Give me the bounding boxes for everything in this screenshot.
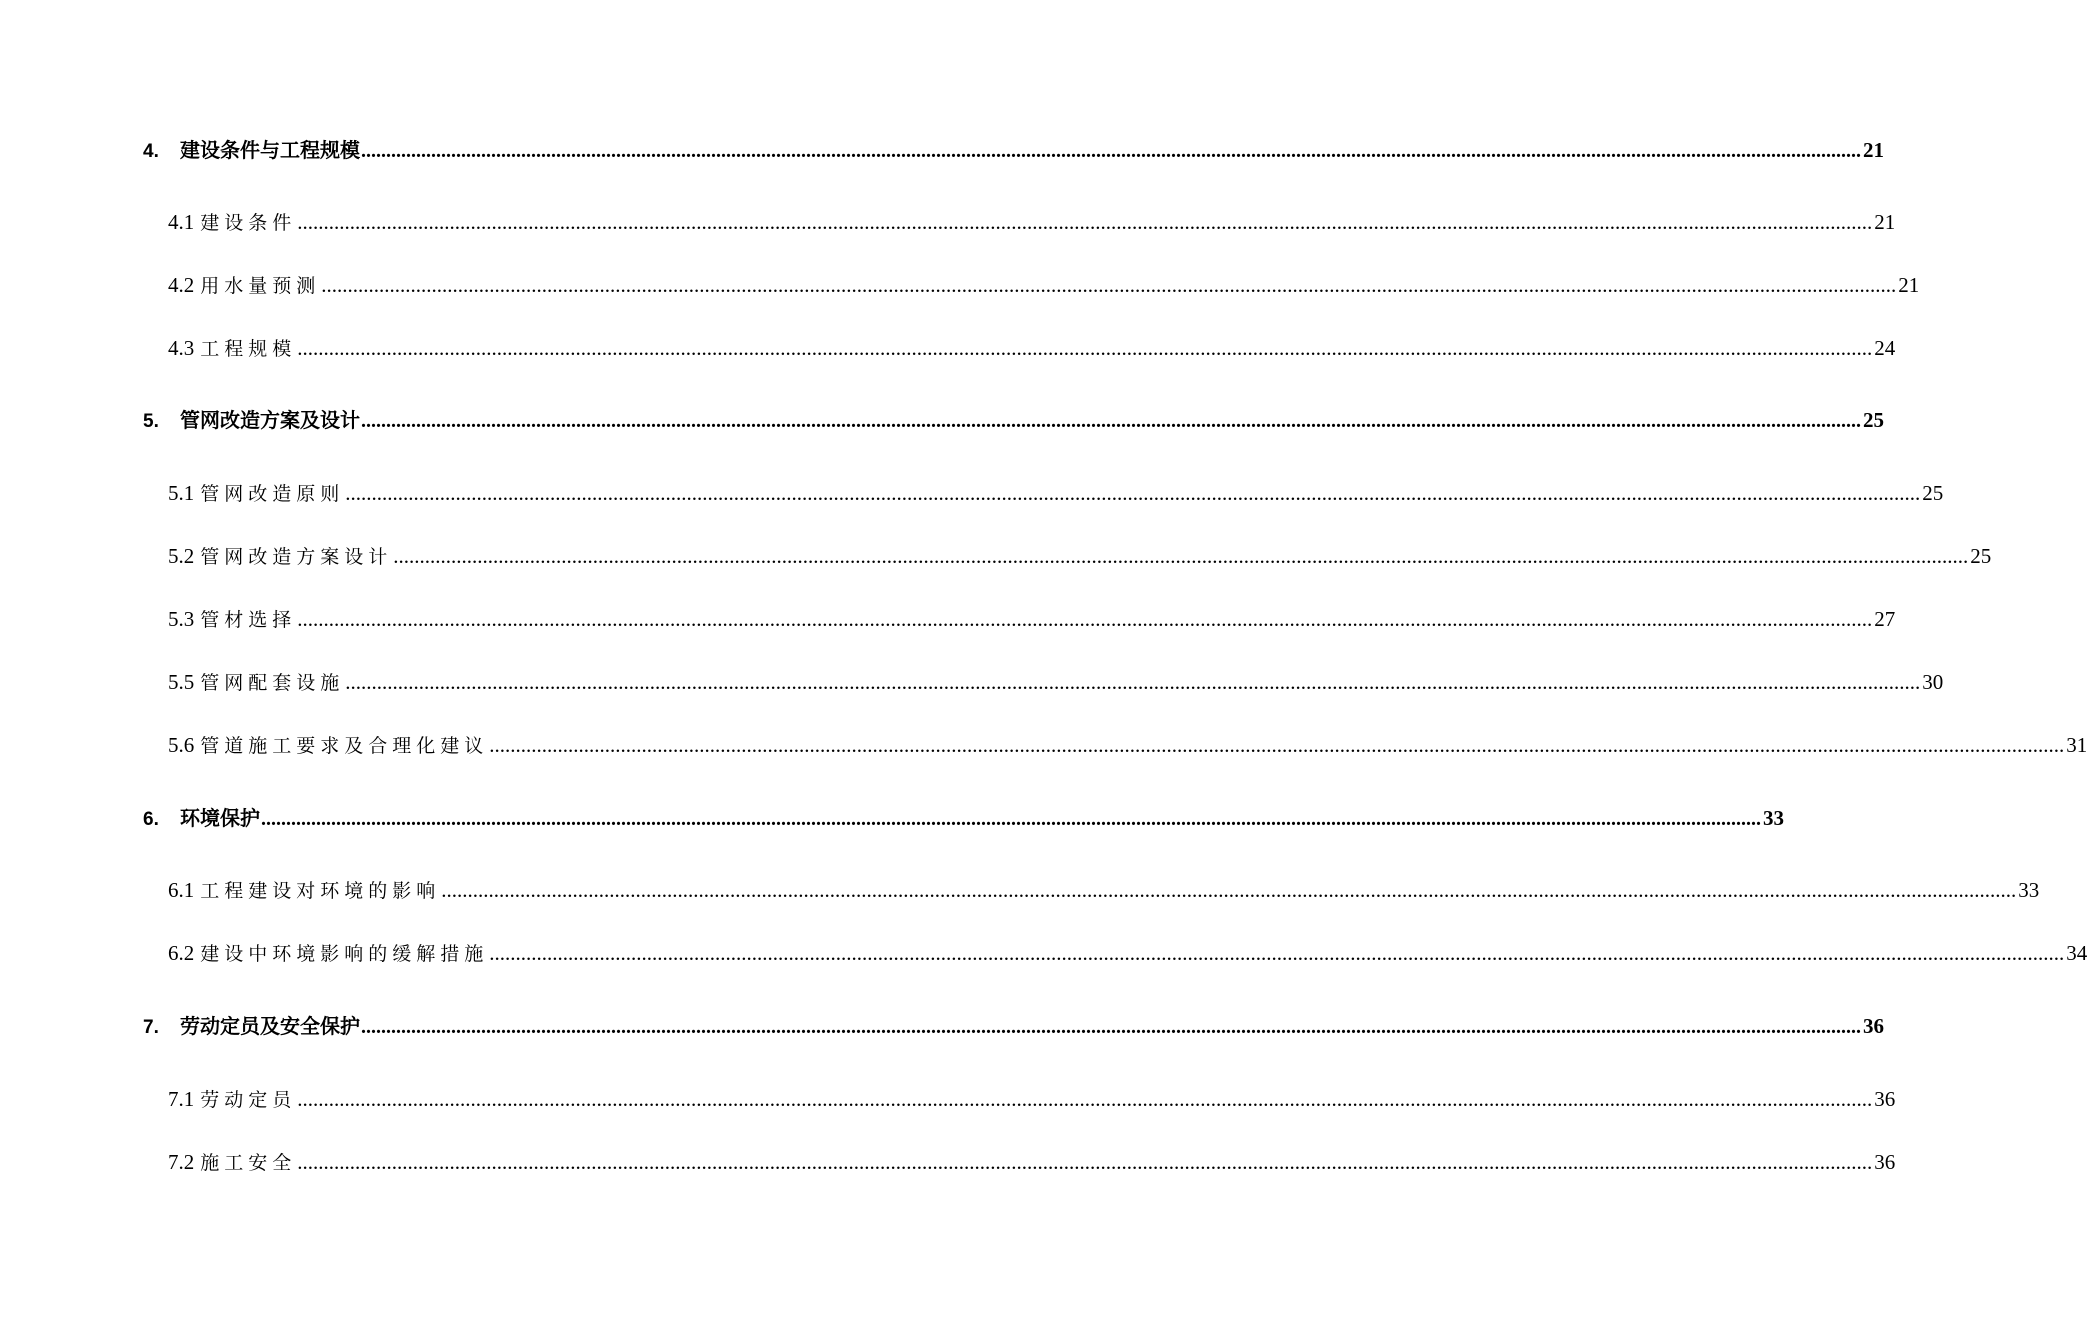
toc-entry-title: 劳动定员及安全保护 bbox=[180, 1014, 360, 1038]
toc-entry-page: 25 bbox=[1970, 544, 1992, 568]
toc-entry-number: 6.2 bbox=[168, 941, 195, 965]
toc-entry-page: 21 bbox=[1898, 273, 1920, 297]
toc-entry-number: 5. bbox=[143, 411, 159, 432]
toc-entry-page: 31 bbox=[2066, 733, 2087, 757]
toc-entry-number: 5.1 bbox=[168, 481, 195, 505]
toc-dot-leader: ............................................................................................................................................................................................................................................................................................................ bbox=[393, 544, 1969, 568]
toc-entry-number: 4.2 bbox=[168, 273, 195, 297]
toc-entry-number: 5.2 bbox=[168, 544, 195, 568]
toc-entry-page: 36 bbox=[1874, 1150, 1896, 1174]
toc-entry-number: 6. bbox=[143, 809, 159, 830]
toc-dot-leader: ............................................................................................................................................................................................................................................................................................................ bbox=[321, 273, 1897, 297]
toc-entry-section-5-3[interactable] bbox=[168, 603, 1896, 635]
toc-dot-leader: ............................................................................................................................................................................................................................................................................................................ bbox=[261, 808, 1761, 830]
toc-entry-title: 建设中环境影响的缓解措施 bbox=[200, 943, 489, 965]
toc-entry-number: 6.1 bbox=[168, 878, 195, 902]
toc-entry-title: 工程规模 bbox=[200, 338, 297, 360]
toc-entry-section-4-3[interactable] bbox=[168, 332, 1896, 364]
toc-entry-number: 7.2 bbox=[168, 1150, 195, 1174]
toc-entry-page: 27 bbox=[1874, 607, 1896, 631]
toc-entry-section-5-6[interactable] bbox=[168, 729, 2087, 761]
toc-entry-chapter-4[interactable] bbox=[143, 134, 1884, 166]
toc-entry-section-6-1[interactable] bbox=[168, 874, 2040, 906]
toc-entry-number: 4. bbox=[143, 141, 159, 162]
toc-entry-number: 7. bbox=[143, 1017, 159, 1038]
toc-entry-chapter-6[interactable] bbox=[143, 802, 1784, 834]
toc-entry-title: 管网配套设施 bbox=[200, 672, 345, 694]
toc-entry-title: 管网改造方案设计 bbox=[200, 546, 393, 568]
toc-entry-number: 4.1 bbox=[168, 210, 195, 234]
toc-dot-leader: ............................................................................................................................................................................................................................................................................................................ bbox=[489, 733, 2065, 757]
toc-dot-leader: ............................................................................................................................................................................................................................................................................................................ bbox=[297, 1150, 1873, 1174]
toc-entry-number: 5.5 bbox=[168, 670, 195, 694]
toc-entry-page: 24 bbox=[1874, 336, 1896, 360]
toc-entry-title: 建设条件与工程规模 bbox=[180, 138, 360, 162]
toc-entry-number: 5.6 bbox=[168, 733, 195, 757]
toc-entry-page: 33 bbox=[1763, 806, 1784, 830]
toc-entry-title: 管道施工要求及合理化建议 bbox=[200, 735, 489, 757]
toc-entry-section-4-1[interactable] bbox=[168, 206, 1896, 238]
toc-entry-title: 管材选择 bbox=[200, 609, 297, 631]
toc-entry-page: 33 bbox=[2018, 878, 2040, 902]
toc-dot-leader: ............................................................................................................................................................................................................................................................................................................ bbox=[297, 1087, 1873, 1111]
toc-entry-page: 21 bbox=[1863, 138, 1884, 162]
toc-dot-leader: ............................................................................................................................................................................................................................................................................................................ bbox=[297, 607, 1873, 631]
toc-entry-section-5-2[interactable] bbox=[168, 540, 1992, 572]
toc-entry-title: 建设条件 bbox=[200, 212, 297, 234]
toc-dot-leader: ............................................................................................................................................................................................................................................................................................................ bbox=[489, 941, 2065, 965]
toc-entry-title: 劳动定员 bbox=[200, 1089, 297, 1111]
toc-entry-page: 25 bbox=[1922, 481, 1944, 505]
toc-dot-leader: ............................................................................................................................................................................................................................................................................................................ bbox=[361, 140, 1861, 162]
toc-entry-title: 用水量预测 bbox=[200, 275, 321, 297]
toc-entry-chapter-5[interactable] bbox=[143, 404, 1884, 436]
toc-dot-leader: ............................................................................................................................................................................................................................................................................................................ bbox=[361, 1016, 1861, 1038]
toc-entry-section-7-1[interactable] bbox=[168, 1083, 1896, 1115]
toc-entry-title: 管网改造方案及设计 bbox=[180, 408, 360, 432]
toc-entry-section-5-5[interactable] bbox=[168, 666, 1944, 698]
toc-entry-title: 工程建设对环境的影响 bbox=[200, 880, 441, 902]
toc-entry-section-7-2[interactable] bbox=[168, 1146, 1896, 1178]
toc-dot-leader: ............................................................................................................................................................................................................................................................................................................ bbox=[297, 210, 1873, 234]
toc-dot-leader: ............................................................................................................................................................................................................................................................................................................ bbox=[361, 410, 1861, 432]
toc-entry-page: 36 bbox=[1863, 1014, 1884, 1038]
toc-entry-number: 7.1 bbox=[168, 1087, 195, 1111]
toc-entry-page: 25 bbox=[1863, 408, 1884, 432]
toc-dot-leader: ............................................................................................................................................................................................................................................................................................................ bbox=[297, 336, 1873, 360]
toc-entry-chapter-7[interactable] bbox=[143, 1010, 1884, 1042]
toc-entry-number: 5.3 bbox=[168, 607, 195, 631]
toc-entry-section-5-1[interactable] bbox=[168, 477, 1944, 509]
toc-entry-number: 4.3 bbox=[168, 336, 195, 360]
toc-entry-title: 环境保护 bbox=[180, 806, 260, 830]
toc-entry-title: 施工安全 bbox=[200, 1152, 297, 1174]
toc-dot-leader: ............................................................................................................................................................................................................................................................................................................ bbox=[345, 481, 1921, 505]
toc-entry-page: 36 bbox=[1874, 1087, 1896, 1111]
toc-dot-leader: ............................................................................................................................................................................................................................................................................................................ bbox=[345, 670, 1921, 694]
toc-entry-page: 21 bbox=[1874, 210, 1896, 234]
toc-entry-page: 34 bbox=[2066, 941, 2087, 965]
toc-entry-page: 30 bbox=[1922, 670, 1944, 694]
toc-entry-title: 管网改造原则 bbox=[200, 483, 345, 505]
toc-entry-section-6-2[interactable] bbox=[168, 937, 2087, 969]
toc-entry-section-4-2[interactable] bbox=[168, 269, 1920, 301]
toc-dot-leader: ............................................................................................................................................................................................................................................................................................................ bbox=[441, 878, 2017, 902]
